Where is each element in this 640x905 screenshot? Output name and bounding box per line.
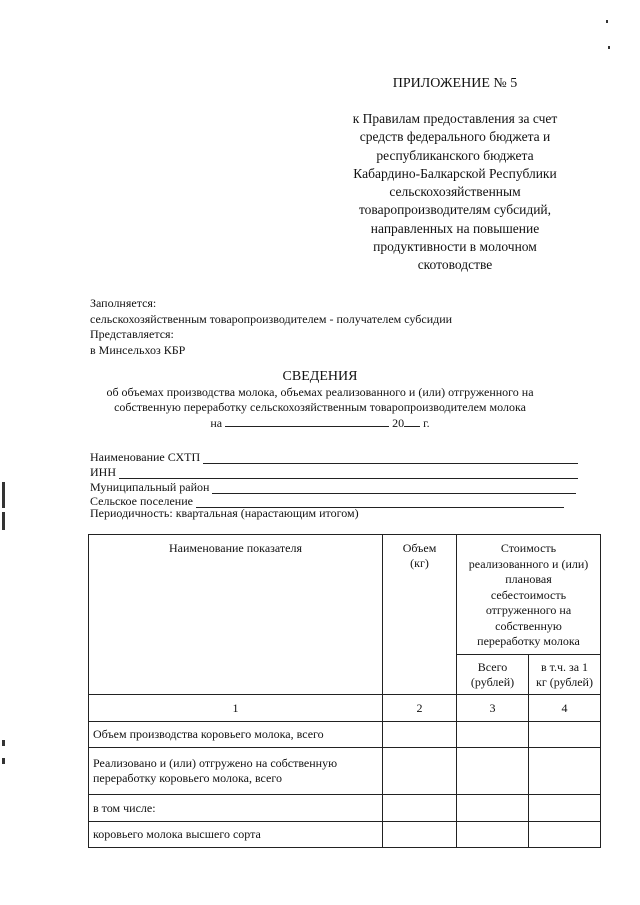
table-cell[interactable] <box>457 748 529 795</box>
field-inn <box>90 465 578 479</box>
filled-label: Заполняется: <box>90 296 157 310</box>
field-name-label: Наименование СХТП <box>90 450 201 464</box>
scan-dot <box>606 20 608 23</box>
field-district-input[interactable] <box>212 482 576 494</box>
submitted-to: в Минсельхоз КБР <box>90 342 186 357</box>
report-date <box>90 415 550 431</box>
table-row <box>89 748 601 795</box>
table-cell[interactable] <box>383 748 457 795</box>
table-row <box>89 822 601 848</box>
table-cell[interactable] <box>383 822 457 848</box>
appendix-line: товаропроизводителям субсидий, <box>358 202 552 218</box>
indicators-table <box>88 534 601 848</box>
header-cost-line: реализованного и (или) <box>468 556 589 571</box>
fill-info <box>90 296 452 358</box>
year-input-line[interactable] <box>404 415 420 427</box>
table-cell[interactable] <box>383 722 457 748</box>
scan-mark <box>2 740 5 746</box>
date-input-line[interactable] <box>225 415 389 427</box>
appendix-line: средств федерального бюджета и <box>359 129 551 145</box>
submitted-label: Представляется: <box>90 327 174 341</box>
field-inn-label: ИНН <box>90 465 116 479</box>
table-cell[interactable] <box>529 722 601 748</box>
header-total-line: (рублей) <box>470 674 515 689</box>
appendix-description <box>330 110 580 275</box>
header-per-kg-line: в т.ч. за 1 <box>540 659 589 674</box>
header-cost-line: плановая <box>505 572 552 586</box>
scan-dot <box>608 46 610 49</box>
field-settlement-label: Сельское поселение <box>90 494 193 508</box>
column-number: 4 <box>529 695 601 722</box>
table-cell[interactable] <box>457 722 529 748</box>
column-number: 1 <box>89 695 383 722</box>
appendix-line: к Правилам предоставления за счет <box>352 111 558 126</box>
field-district-label: Муниципальный район <box>90 480 210 494</box>
field-inn-input[interactable] <box>119 467 578 479</box>
row-label: Реализовано и (или) отгружено на собственную переработку коровьего молока, всего <box>89 748 383 795</box>
report-subtitle-line: собственную переработку сельскохозяйственным товаропроизводителем молока <box>114 400 526 414</box>
header-total-line: Всего <box>477 659 508 674</box>
column-number: 2 <box>383 695 457 722</box>
date-suffix: г. <box>423 416 430 430</box>
header-per-kg <box>529 655 601 695</box>
header-volume-line: (кг) <box>410 556 429 570</box>
row-label: в том числе: <box>89 795 383 822</box>
date-prefix: на <box>210 416 223 430</box>
header-cost-line: отгруженного на <box>485 603 572 617</box>
row-label: Объем производства коровьего молока, всего <box>89 722 383 748</box>
scan-mark <box>2 512 5 530</box>
appendix-line: сельскохозяйственным <box>389 184 521 200</box>
appendix-title: ПРИЛОЖЕНИЕ № 5 <box>392 76 518 91</box>
header-cost-line: собственную <box>495 618 562 633</box>
appendix-line: Кабардино-Балкарской Республики <box>353 165 557 181</box>
header-cost <box>457 535 601 655</box>
table-cell[interactable] <box>529 822 601 848</box>
header-volume-line: Объем <box>402 541 437 555</box>
header-indicator-name: Наименование показателя <box>89 535 383 695</box>
report-subtitle <box>90 385 550 415</box>
scan-mark <box>2 482 5 508</box>
header-cost-line: переработку молока <box>477 634 580 648</box>
header-total <box>457 655 529 695</box>
field-district <box>90 480 576 494</box>
column-number: 3 <box>457 695 529 722</box>
table-cell[interactable] <box>457 822 529 848</box>
row-label: коровьего молока высшего сорта <box>89 822 383 848</box>
table-cell[interactable] <box>529 748 601 795</box>
table-row <box>89 722 601 748</box>
appendix-line: республиканского бюджета <box>376 147 534 163</box>
appendix-line: продуктивности в молочном <box>373 239 537 255</box>
header-volume <box>383 535 457 695</box>
periodicity: Периодичность: квартальная (нарастающим итогом) <box>90 506 359 520</box>
date-year: 20 <box>392 416 405 430</box>
field-name <box>90 450 578 464</box>
filled-by: сельскохозяйственным товаропроизводителем - получателем субсидии <box>90 311 453 326</box>
report-title: СВЕДЕНИЯ <box>282 369 358 384</box>
header-cost-line: Стоимость <box>500 541 557 555</box>
field-name-input[interactable] <box>203 452 578 464</box>
table-cell[interactable] <box>457 795 529 822</box>
table-cell[interactable] <box>383 795 457 822</box>
report-subtitle-line: об объемах производства молока, объемах реализованного и (или) отгруженного на <box>106 385 534 399</box>
appendix-line: направленных на повышение <box>370 220 540 236</box>
header-cost-line: себестоимость <box>490 587 567 602</box>
header-per-kg-line: кг (рублей) <box>536 674 593 689</box>
appendix-line: скотоводстве <box>417 257 493 273</box>
scan-mark <box>2 758 5 764</box>
table-row <box>89 795 601 822</box>
table-cell[interactable] <box>529 795 601 822</box>
